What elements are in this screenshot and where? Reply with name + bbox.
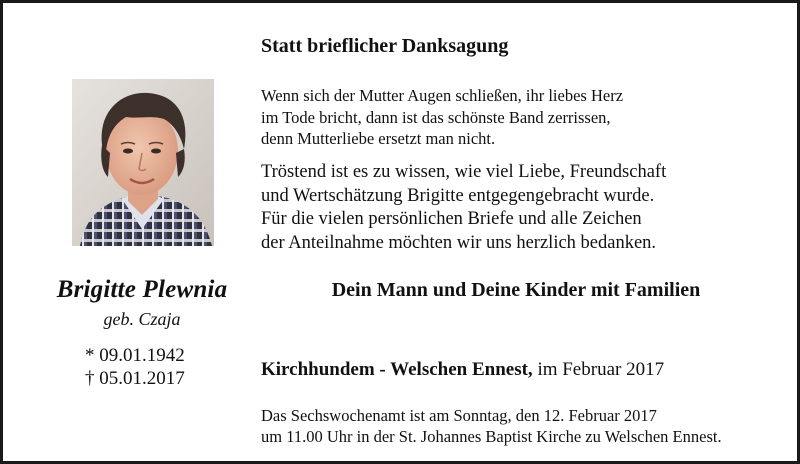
verse-line: Wenn sich der Mutter Augen schließen, ihr liebes Herz [261, 86, 624, 105]
deceased-name: Brigitte Plewnia [56, 276, 228, 303]
place-and-date [261, 359, 664, 381]
message-line: Für die vielen persönlichen Briefe und alle Zeichen [261, 209, 642, 229]
thank-you-message [261, 161, 666, 255]
portrait-photo [72, 79, 214, 246]
message-line: und Wertschätzung Brigitte entgegengebracht wurde. [261, 185, 655, 206]
date-text: im Februar 2017 [532, 359, 665, 380]
birth-date: * 09.01.1942 [85, 345, 185, 366]
verse [261, 85, 623, 150]
life-dates [85, 344, 185, 390]
place: Kirchhundem - Welschen Ennest, [261, 359, 533, 380]
verse-line: denn Mutterliebe ersetzt man nicht. [261, 129, 496, 148]
message-line: Tröstend ist es zu wissen, wie viel Liebe, Freundschaft [261, 162, 667, 182]
service-line: Das Sechswochenamt ist am Sonntag, den 12. Februar 2017 [261, 406, 657, 425]
notice-heading: Statt brieflicher Danksagung [261, 35, 509, 57]
family-signature: Dein Mann und Deine Kinder mit Familien [331, 279, 701, 301]
memorial-service-info [261, 405, 722, 447]
maiden-name: geb. Czaja [103, 309, 181, 329]
message-line: der Anteilnahme möchten wir uns herzlich bedanken. [261, 232, 657, 253]
death-date: † 05.01.2017 [85, 368, 185, 389]
verse-line: im Tode bricht, dann ist das schönste Band zerrissen, [261, 107, 611, 127]
service-line: um 11.00 Uhr in der St. Johannes Baptist Kirche zu Welschen Ennest. [261, 427, 722, 446]
